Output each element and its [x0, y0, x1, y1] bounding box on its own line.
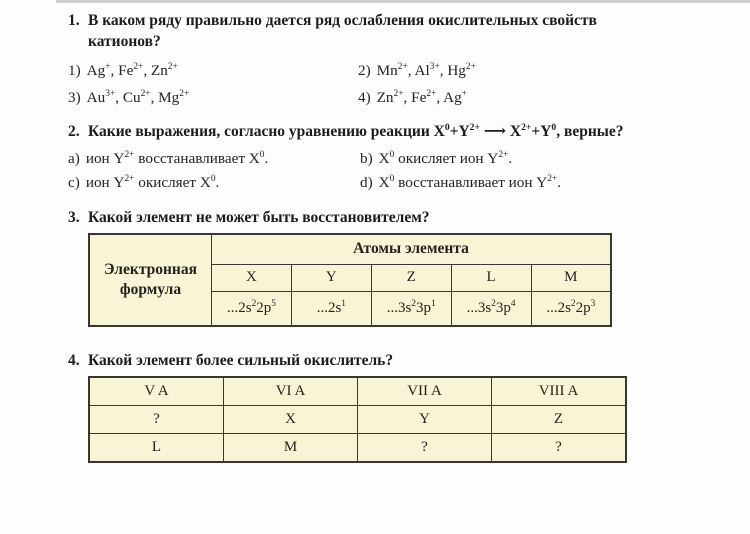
option-2-b-label: b) — [360, 150, 373, 167]
table4-cell-r2c2: M — [224, 434, 358, 463]
table3-col-l: L — [451, 264, 531, 291]
table4-cell-r1c1: ? — [89, 406, 224, 434]
question-1-heading — [68, 10, 750, 52]
option-1-1 — [68, 57, 358, 84]
table4-cell-r2c1: L — [89, 434, 224, 463]
table3-formula-m: $...2s^22p^3$ — [531, 291, 611, 326]
option-1-3-text: $Au^{3+}$, $Cu^{2+}$, $Mg^{2+}$ — [86, 88, 190, 106]
table4-cell-r1c2: X — [224, 406, 358, 434]
option-2-a — [68, 147, 360, 171]
scan-artifact-top — [56, 0, 750, 3]
table4-cell-r2c3: ? — [358, 434, 492, 463]
option-2-c — [68, 171, 360, 195]
question-4-heading — [68, 350, 750, 371]
option-2-d-text: $X^0$ восстанавливает ион $Y^{2+}$. — [378, 173, 562, 191]
option-1-3-label: 3) — [68, 89, 81, 106]
table3-formula-l: $...3s^23p^4$ — [451, 291, 531, 326]
question-2-options — [68, 147, 750, 195]
question-4-text: Какой элемент более сильный окислитель? — [88, 352, 394, 369]
table3-formula-z: $...3s^23p^1$ — [371, 291, 451, 326]
option-1-1-label: 1) — [68, 62, 81, 79]
table4-cell-r2c4: ? — [492, 434, 627, 463]
option-1-4 — [358, 84, 750, 111]
table3-col-x: X — [212, 264, 292, 291]
table3-formula-y: $...2s^1$ — [291, 291, 371, 326]
option-2-c-label: c) — [68, 174, 80, 191]
option-2-a-text: ион $Y^{2+}$ восстанавливает $X^0$. — [85, 149, 269, 167]
option-2-b-text: $X^0$ окисляет ион $Y^{2+}$. — [378, 149, 513, 167]
table4-header-viiia: VIII A — [492, 377, 627, 406]
table4-cell-r1c4: Z — [492, 406, 627, 434]
table3-col-y: Y — [291, 264, 371, 291]
option-1-3 — [68, 84, 358, 111]
question-3-text: Какой элемент не может быть восстановителем? — [88, 209, 430, 226]
table4-header-va: V A — [89, 377, 224, 406]
table3-row-header: Электронная формула — [89, 234, 212, 326]
question-2 — [68, 121, 750, 195]
option-1-2-text: $Mn^{2+}$, $Al^{3+}$, $Hg^{2+}$ — [376, 61, 476, 79]
question-2-text: Какие выражения, согласно уравнению реакции $X^0+Y^{2+}$ ⟶ $X^{2+}+Y^0$, верные? — [88, 121, 624, 140]
option-2-d — [360, 171, 750, 195]
question-1-number: 1. — [68, 12, 80, 29]
electron-formula-table — [88, 233, 612, 327]
option-1-2-label: 2) — [358, 62, 371, 79]
question-1-options — [68, 57, 750, 111]
question-4-number: 4. — [68, 352, 80, 369]
question-1-text: В каком ряду правильно дается ряд ослабления окислительных свойств катионов? — [88, 12, 597, 50]
question-2-heading — [68, 121, 750, 142]
table3-col-z: Z — [371, 264, 451, 291]
table4-header-viia: VII A — [358, 377, 492, 406]
question-4 — [68, 350, 750, 463]
option-2-c-text: ион $Y^{2+}$ окисляет $X^0$. — [85, 173, 220, 191]
question-3 — [68, 207, 750, 327]
option-1-4-label: 4) — [358, 89, 371, 106]
table3-col-m: M — [531, 264, 611, 291]
periodic-groups-table — [88, 376, 627, 463]
table4-cell-r1c3: Y — [358, 406, 492, 434]
table3-group-header: Атомы элемента — [212, 234, 612, 264]
option-1-1-text: Ag+, $Fe^{2+}$, $Zn^{2+}$ — [86, 61, 178, 79]
question-1 — [68, 10, 750, 111]
question-3-heading — [68, 207, 750, 228]
question-3-number: 3. — [68, 209, 80, 226]
table4-header-via: VI A — [224, 377, 358, 406]
table3-formula-x: $...2s^22p^5$ — [212, 291, 292, 326]
option-2-b — [360, 147, 750, 171]
option-2-d-label: d) — [360, 174, 373, 191]
question-2-number: 2. — [68, 123, 80, 140]
option-2-a-label: a) — [68, 150, 80, 167]
option-1-2 — [358, 57, 750, 84]
option-1-4-text: $Zn^{2+}$, $Fe^{2+}$, Ag+ — [376, 88, 467, 106]
